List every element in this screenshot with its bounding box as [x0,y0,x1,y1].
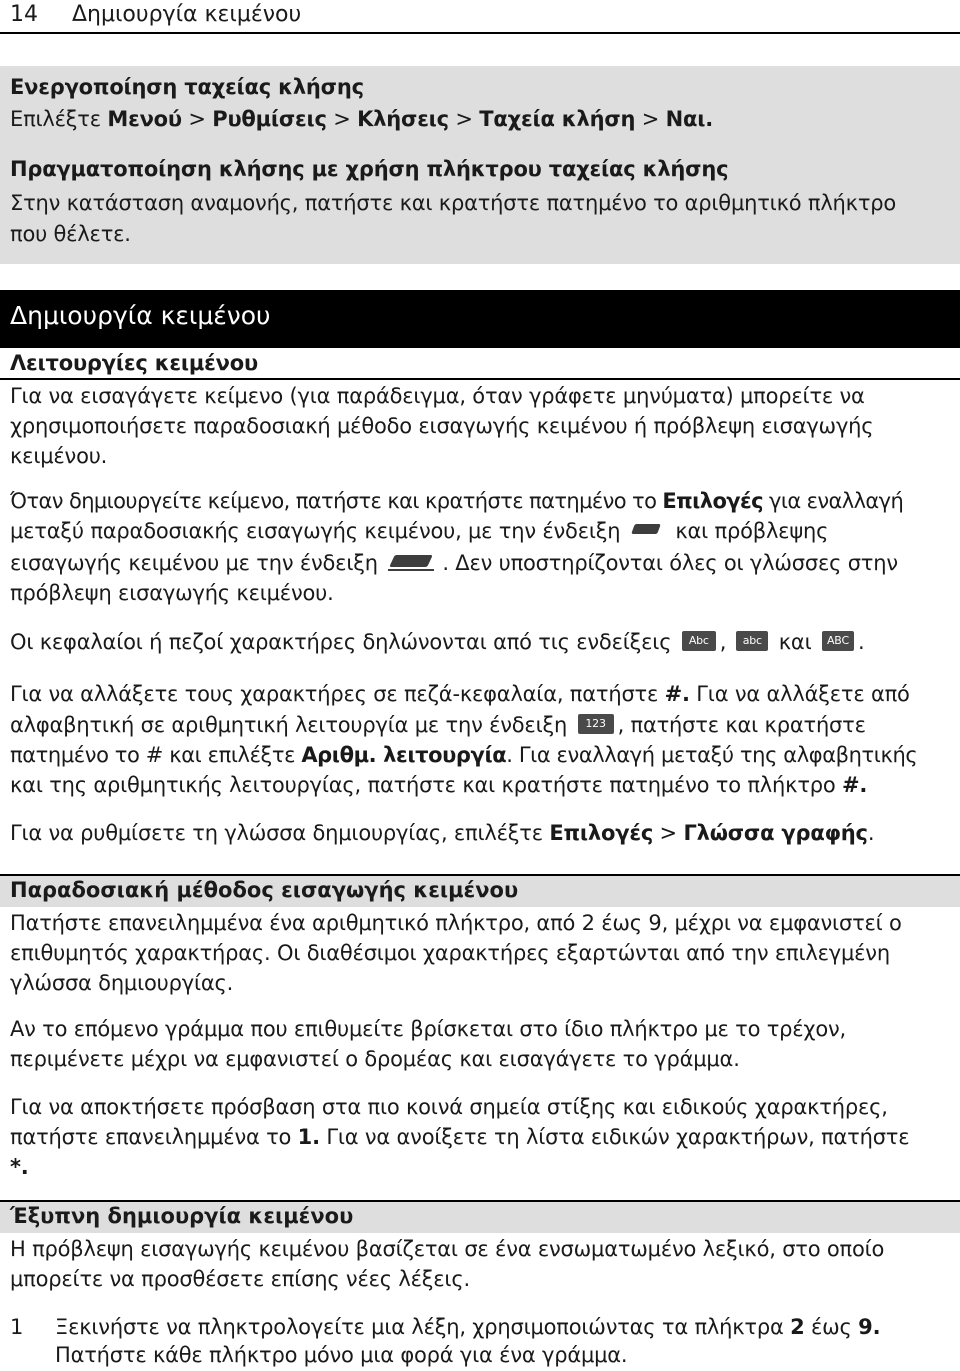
text-functions-p2-line1 [10,486,903,517]
step-1-line2: Πατήστε κάθε πλήκτρο μόνο μια φορά για ένα γράμμα. [55,1343,628,1367]
running-title: Δημιουργία κειμένου [72,2,302,27]
p4-text: αλφαβητική σε αριθμητική λειτουργία με την ένδειξη [10,713,574,737]
p5-end: . [867,821,875,845]
traditional-p3-line2 [10,1122,909,1153]
smart-heading: Έξυπνη δημιουργία κειμένου [10,1204,354,1228]
step-text: Ξεκινήστε να πληκτρολογείτε μια λέξη, χρησιμοποιώντας τα πλήκτρα [55,1315,791,1339]
key-9: 9. [858,1315,881,1339]
subtitle-rule [0,378,960,380]
key-2: 2 [790,1315,805,1339]
options-label: Επιλογές [662,489,763,513]
path-sep: > [448,107,480,131]
case-change-line4 [10,770,867,801]
path-yes: Ναι. [665,107,713,131]
p4-text: Για να αλλάξετε από [689,682,910,706]
smart-p1-line2: μπορείτε να προσθέσετε επίσης νέες λέξεις. [10,1267,470,1291]
p2-text: για εναλλαγή [762,489,904,513]
activate-speed-dial-heading: Ενεργοποίηση ταχείας κλήσης [10,75,364,99]
p4-text: Για να αλλάξετε τους χαρακτήρες σε πεζά-κεφαλαία, πατήστε [10,682,665,706]
p3-text: Για να ανοίξετε τη λίστα ειδικών χαρακτήρων, πατήστε [319,1125,910,1149]
text-functions-p1-line1: Για να εισαγάγετε κείμενο (για παράδειγμα, όταν γράφετε μηνύματα) μπορείτε να [10,384,865,408]
p3-end: . [857,630,865,654]
traditional-input-icon [631,520,665,540]
page-number: 14 [10,2,38,27]
numeric-mode-icon: 123 [578,714,614,734]
path-sep: > [326,107,358,131]
traditional-p1-line2: επιθυμητός χαρακτήρας. Οι διαθέσιμοι χαρακτήρες εξαρτώνται από την επιλεγμένη [10,941,890,965]
p2-text: εισαγωγής κειμένου με την ένδειξη [10,551,385,575]
writing-language-line [10,818,874,849]
traditional-p1-line1: Πατήστε επανειλημμένα ένα αριθμητικό πλήκτρο, από 2 έως 9, μέχρι να εμφανιστεί ο [10,911,902,935]
text-functions-p1-line3: κειμένου. [10,444,108,468]
asterisk-key: *. [10,1155,29,1179]
path-speed-dial: Ταχεία κλήση [479,107,636,131]
path-prefix: Επιλέξτε [10,107,108,131]
path-settings: Ρυθμίσεις [212,107,327,131]
case-indicators-line [10,627,864,658]
make-call-heading: Πραγματοποίηση κλήσης με χρήση πλήκτρου ταχείας κλήσης [10,157,729,181]
p3-text: Οι κεφαλαίοι ή πεζοί χαρακτήρες δηλώνονται από τις ενδείξεις [10,630,678,654]
case-change-line2 [10,710,866,741]
section-subtitle: Λειτουργίες κειμένου [10,351,258,375]
p3-text: πατήστε επανειλημμένα το [10,1125,298,1149]
traditional-heading: Παραδοσιακή μέθοδος εισαγωγής κειμένου [10,878,519,902]
path-sep: > [653,821,684,845]
path-menu: Μενού [107,107,182,131]
make-call-text-1: Στην κατάσταση αναμονής, πατήστε και κρατήστε πατημένο το αριθμητικό πλήκτρο [10,191,897,215]
page-header [0,0,960,34]
section-title-bar [0,290,960,348]
activate-speed-dial-path [10,104,713,135]
p4-text: . Για εναλλαγή μεταξύ της αλφαβητικής [506,743,918,767]
uppercase-icon: ABC [822,631,854,651]
section-title: Δημιουργία κειμένου [10,301,271,330]
smart-p1-line1: Η πρόβλεψη εισαγωγής κειμένου βασίζεται σε ένα ενσωματωμένο λεξικό, στο οποίο [10,1237,885,1261]
case-change-line1 [10,679,910,710]
options-label: Επιλογές [549,821,654,845]
path-calls: Κλήσεις [357,107,449,131]
text-functions-p2-line2 [10,516,828,547]
case-change-line3 [10,740,917,771]
text-functions-p2-line4: πρόβλεψη εισαγωγής κειμένου. [10,581,334,605]
key-1: 1. [297,1125,320,1149]
p4-text: και της αριθμητικής λειτουργίας, πατήστε και κρατήστε πατημένο το πλήκτρο [10,773,843,797]
sentence-case-icon: Abc [682,631,716,651]
p5-text: Για να ρυθμίσετε τη γλώσσα δημιουργίας, επιλέξτε [10,821,550,845]
predictive-input-icon [388,551,438,573]
p2-text: μεταξύ παραδοσιακής εισαγωγής κειμένου, με την ένδειξη [10,519,627,543]
hash-key: #. [842,773,868,797]
traditional-p1-line3: γλώσσα δημιουργίας. [10,971,234,995]
p4-text: πατημένο το # και επιλέξτε [10,743,302,767]
smart-heading-box [0,1200,960,1233]
lowercase-icon: abc [736,631,768,651]
step-text: έως [804,1315,859,1339]
path-sep: > [635,107,666,131]
numeric-mode-label: Αριθμ. λειτουργία [301,743,507,767]
p2-text: Όταν δημιουργείτε κείμενο, πατήστε και κρατήστε πατημένο το [10,489,663,513]
p2-text: . Δεν υποστηρίζονται όλες οι γλώσσες στην [442,551,898,575]
text-functions-p1-line2: χρησιμοποιήσετε παραδοσιακή μέθοδο εισαγωγής κειμένου ή πρόβλεψη εισαγωγής [10,414,874,438]
p3-and: και [772,630,818,654]
make-call-text-2: που θέλετε. [10,222,131,246]
path-sep: > [181,107,213,131]
step-number: 1 [10,1315,24,1339]
writing-language-label: Γλώσσα γραφής [683,821,868,845]
traditional-p3-line1: Για να αποκτήσετε πρόσβαση στα πιο κοινά σημεία στίξης και ειδικούς χαρακτήρες, [10,1095,888,1119]
p4-text: , πατήστε και κρατήστε [617,713,866,737]
traditional-p2-line1: Αν το επόμενο γράμμα που επιθυμείτε βρίσκεται στο ίδιο πλήκτρο με το τρέχον, [10,1017,847,1041]
step-1-line1 [55,1312,880,1343]
p2-text: και πρόβλεψης [668,519,829,543]
traditional-p2-line2: περιμένετε μέχρι να εμφανιστεί ο δρομέας και εισαγάγετε το γράμμα. [10,1047,740,1071]
text-functions-p2-line3 [10,548,898,579]
traditional-heading-box [0,874,960,907]
p3-sep: , [719,630,727,654]
hash-key: #. [664,682,690,706]
